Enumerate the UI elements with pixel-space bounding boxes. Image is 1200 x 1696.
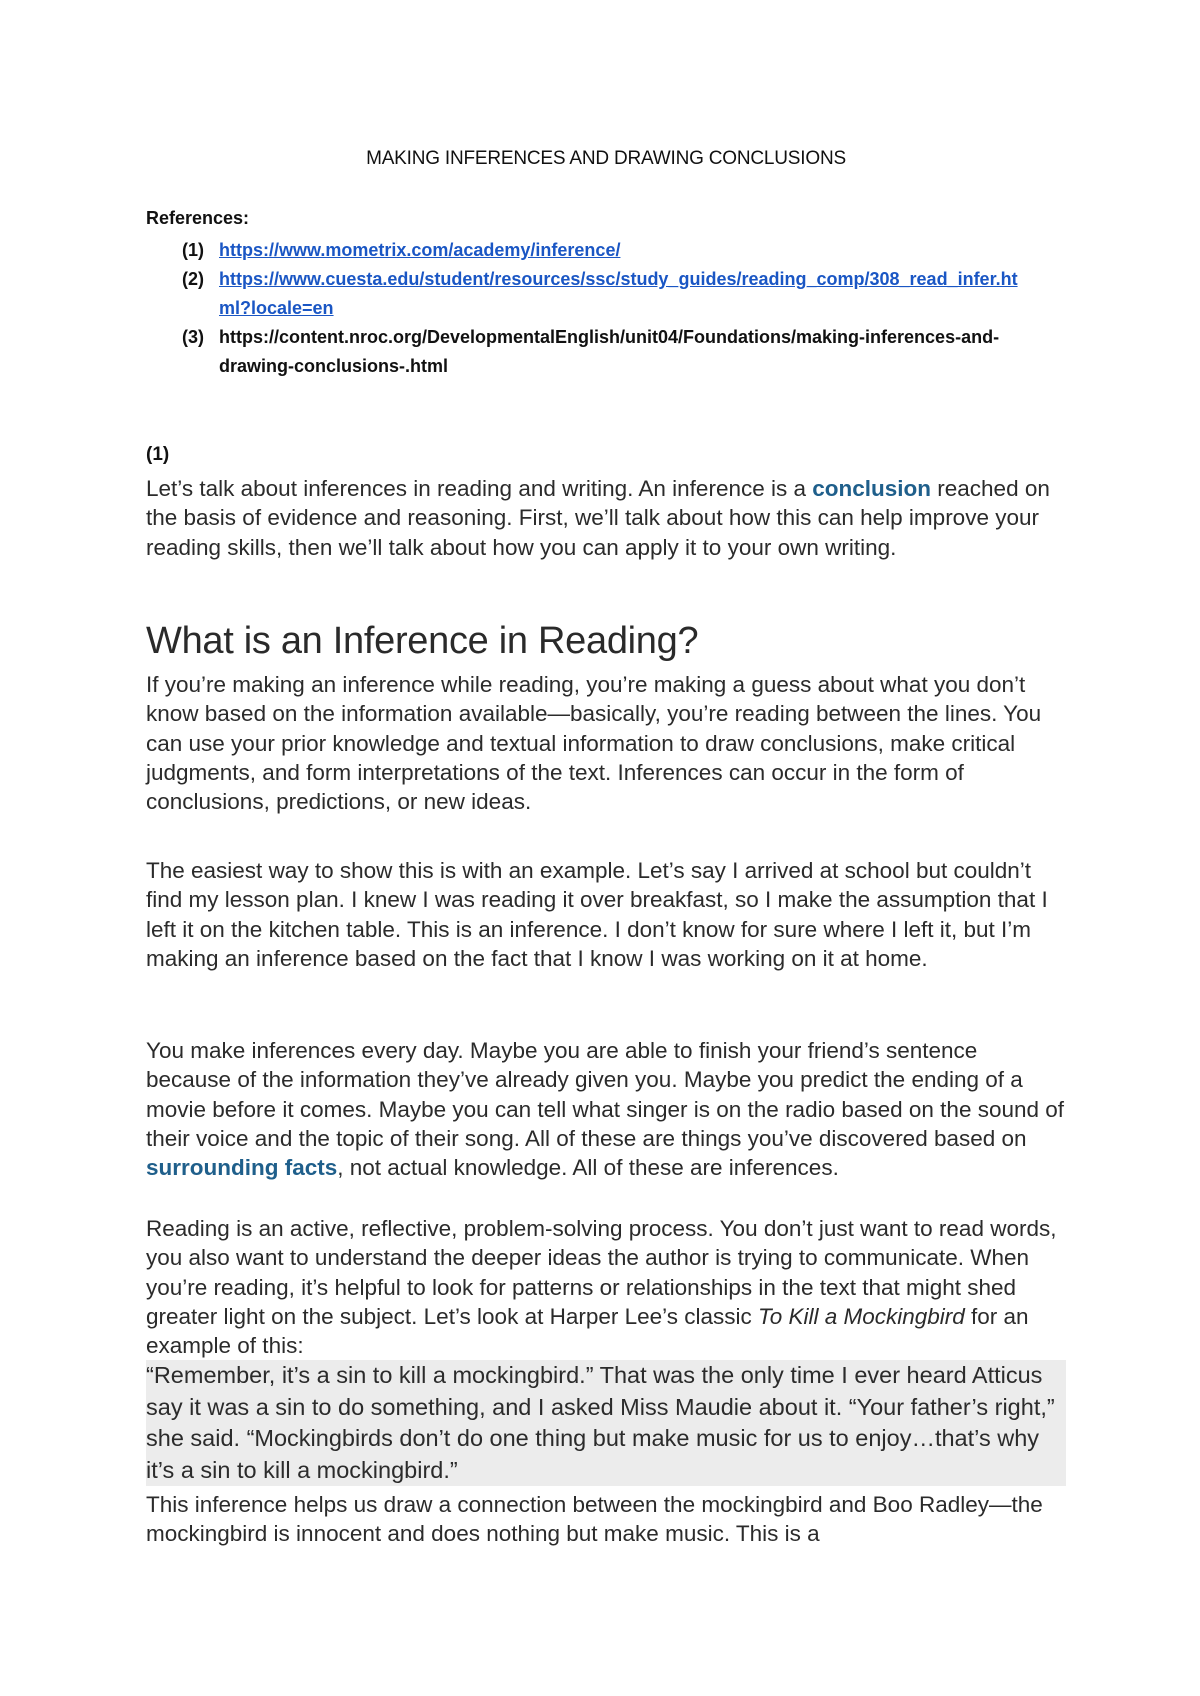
reference-number: (2) <box>182 269 204 289</box>
intro-text-end: reached on the basis of evidence and reasoning. First, we’ll talk about how this can help improve your reading skills, then we’ll talk about how you can apply it to your own writing. <box>146 476 1050 560</box>
reference-item <box>182 323 1032 381</box>
reference-link-mometrix[interactable]: https://www.mometrix.com/academy/inference/ <box>219 240 621 260</box>
section-marker: (1) <box>146 444 170 465</box>
reference-text-nroc: https://content.nroc.org/DevelopmentalEnglish/unit04/Foundations/making-inferences-and-drawing-conclusions-.html <box>219 327 1000 376</box>
intro-text-start: Let’s talk about inferences in reading and writing. An inference is a <box>146 476 813 501</box>
paragraph-connection: This inference helps us draw a connection between the mockingbird and Boo Radley—the mockingbird is innocent and does nothing but make music. This is a <box>146 1492 1043 1547</box>
everyday-text-end: , not actual knowledge. All of these are inferences. <box>337 1155 839 1181</box>
paragraph-active-reading <box>146 1214 1066 1360</box>
book-title: To Kill a Mockingbird <box>758 1303 965 1329</box>
reference-item <box>182 236 1032 265</box>
document-title: MAKING INFERENCES AND DRAWING CONCLUSIONS <box>366 148 846 169</box>
reference-item <box>182 265 1032 323</box>
active-reading-text-end: for an example of this: <box>146 1303 1029 1359</box>
active-reading-text-start: Reading is an active, reflective, problem-solving process. You don’t just want to read words, you also want to understand the deeper ideas the author is trying to communicate. When you’re reading, it’s helpful to look for patterns or relationships in the text that might shed greater light on the subject. Let’s look at Harper Lee’s classic <box>146 1216 1057 1329</box>
surrounding-facts-keyword-link[interactable]: surrounding facts <box>146 1155 338 1181</box>
references-list <box>182 236 1032 381</box>
reference-link-cuesta[interactable]: https://www.cuesta.edu/student/resources/ssc/study_guides/reading_comp/308_read_infer.html?locale=en <box>219 269 1018 318</box>
section-heading: What is an Inference in Reading? <box>146 620 699 662</box>
reference-number: (3) <box>182 327 204 347</box>
paragraph-example: The easiest way to show this is with an example. Let’s say I arrived at school but couldn’t find my lesson plan. I knew I was reading it over breakfast, so I make the assumption that I left it on the kitchen table. This is an inference. I don’t know for sure where I left it, but I’m making an inference based on the fact that I know I was working on it at home. <box>146 858 1048 971</box>
intro-paragraph <box>146 474 1066 562</box>
conclusion-keyword-link[interactable]: conclusion <box>812 476 932 501</box>
paragraph-everyday <box>146 1036 1066 1182</box>
paragraph-definition: If you’re making an inference while reading, you’re making a guess about what you don’t know based on the information available—basically, you’re reading between the lines. You can use your prior knowledge and textual information to draw conclusions, make critical judgments, and form interpretations of the text. Inferences can occur in the form of conclusions, predictions, or new ideas. <box>146 672 1042 815</box>
reference-number: (1) <box>182 240 204 260</box>
references-heading: References: <box>146 208 250 228</box>
block-quote: “Remember, it’s a sin to kill a mockingbird.” That was the only time I ever heard Atticus say it was a sin to do something, and I asked Miss Maudie about it. “Your father’s right,” she said. “Mockingbirds don’t do one thing but make music for us to enjoy…that’s why it’s a sin to kill a mockingbird.” <box>146 1360 1066 1486</box>
everyday-text-start: You make inferences every day. Maybe you are able to finish your friend’s sentence because of the information they’ve already given you. Maybe you predict the ending of a movie before it comes. Maybe you can tell what singer is on the radio based on the sound of their voice and the topic of their song. All of these are things you’ve discovered based on <box>146 1038 1065 1151</box>
